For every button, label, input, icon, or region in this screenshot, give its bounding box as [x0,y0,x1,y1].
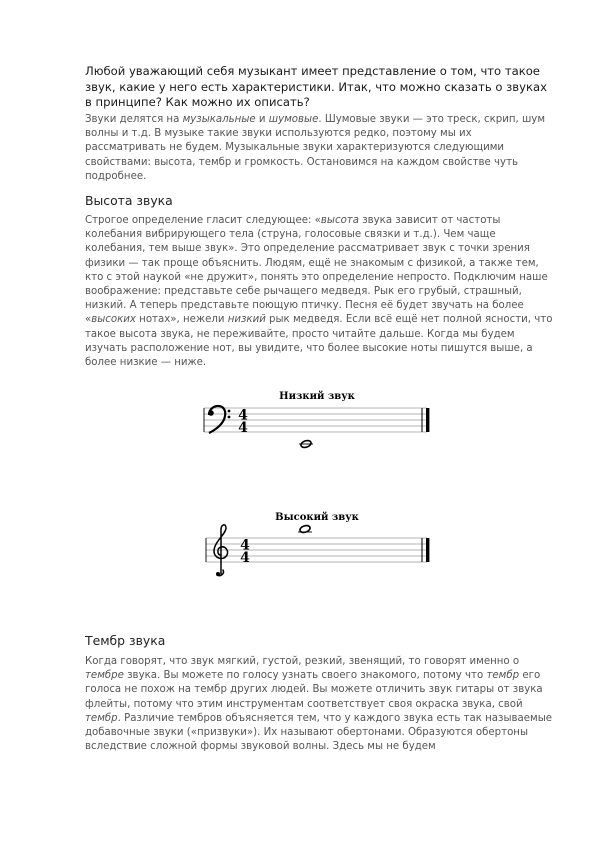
sound-types-paragraph [85,113,555,184]
bass-clef-icon [208,406,230,433]
thick-final-barline [426,538,429,562]
emphasis-timbre: тембре [85,670,124,682]
high-whole-note [298,524,312,533]
text-run: рык медведя. Если всё ещё нет полной ясности, что такое высота звука, не переживайте, просто читайте дальше. Когда мы будем изучать расположение нот, вы увидите, что более высокие ноты пишутся выше, а более низкие — ниже. [85,314,553,369]
emphasis-timbre: тембр [486,670,520,682]
timbre-paragraph [85,655,555,754]
text-run: . Шумовые звуки — это треск, скрип, шум волны и т.д. В музыке такие звуки используются редко, поэтому мы их рассматривать не будем. Музыкальные звуки характеризуются следующими свойствами: высота, тембр и громкость. Остановимся на каждом свойстве чуть подробнее. [85,114,546,182]
thick-final-barline [426,408,429,432]
section-heading-pitch: Высота звука [85,193,173,208]
intro-paragraph: Любой уважающий себя музыкант имеет представление о том, что такое звук, какие у него есть характеристики. Итак, что можно сказать о звуках в принципе? Как можно их описать? [85,64,547,110]
time-signature-bottom: 4 [238,420,248,436]
pitch-paragraph [85,214,555,370]
emphasis-musical: музыкальные [182,114,256,125]
text-run: Строгое определение гласит следующее: « [85,215,321,226]
text-run: и [255,114,269,125]
emphasis-high: высоких [91,314,136,326]
emphasis-low: низкий [227,314,266,326]
text-run: звука. Вы можете по голосу узнать своего знакомого, потому что [123,670,487,682]
text-run: звука зависит от частоты колебания вибрирующего тела (струна, голосовые связки и т.д.). Чем чаще колебания, тем выше звук». Это определение рассматривает звук с точки зрения физики — так проще объяснить. Людям, ещё не знакомым с физикой, а также тем, кто с этой наукой «не дружит», понять это определение непросто. Подключим наше воображение: представьте себе рычащего медведя. Рык его грубый, страшный, низкий. А теперь представьте поющую птичку. Песня её будет звучать на более « [85,215,548,326]
high-sound-title: Высокий звук [275,512,359,523]
text-run: его голоса не похож на тембр других людей. Вы можете отличить звук гитары от звука флейты, потому что этим инструментам соответствует своя окраска звука, свой [85,670,543,710]
low-sound-staff [190,384,450,456]
text-run: нотах», нежели [135,314,228,326]
section-heading-timbre: Тембр звука [85,633,166,648]
time-signature-bottom: 4 [240,550,250,566]
emphasis-pitch: высота [320,215,359,226]
time-signature-top: 4 [240,537,250,554]
emphasis-noise: шумовые [268,114,319,125]
time-signature-top: 4 [238,407,248,424]
text-run: Звуки делятся на [85,114,183,125]
text-run: . Различие тембров объясняется тем, что у каждого звука есть так называемые добавочные звуки («призвуки»). Их называют обертонами. Образуются обертоны вследствие сложной формы звуковой волны. Здесь мы не будем [85,712,553,753]
low-sound-title: Низкий звук [279,391,355,402]
low-whole-note [299,439,313,448]
emphasis-timbre: тембр [85,712,118,724]
high-sound-staff [190,504,450,584]
text-run: Когда говорят, что звук мягкий, густой, резкий, звенящий, то говорят именно о [85,656,520,667]
